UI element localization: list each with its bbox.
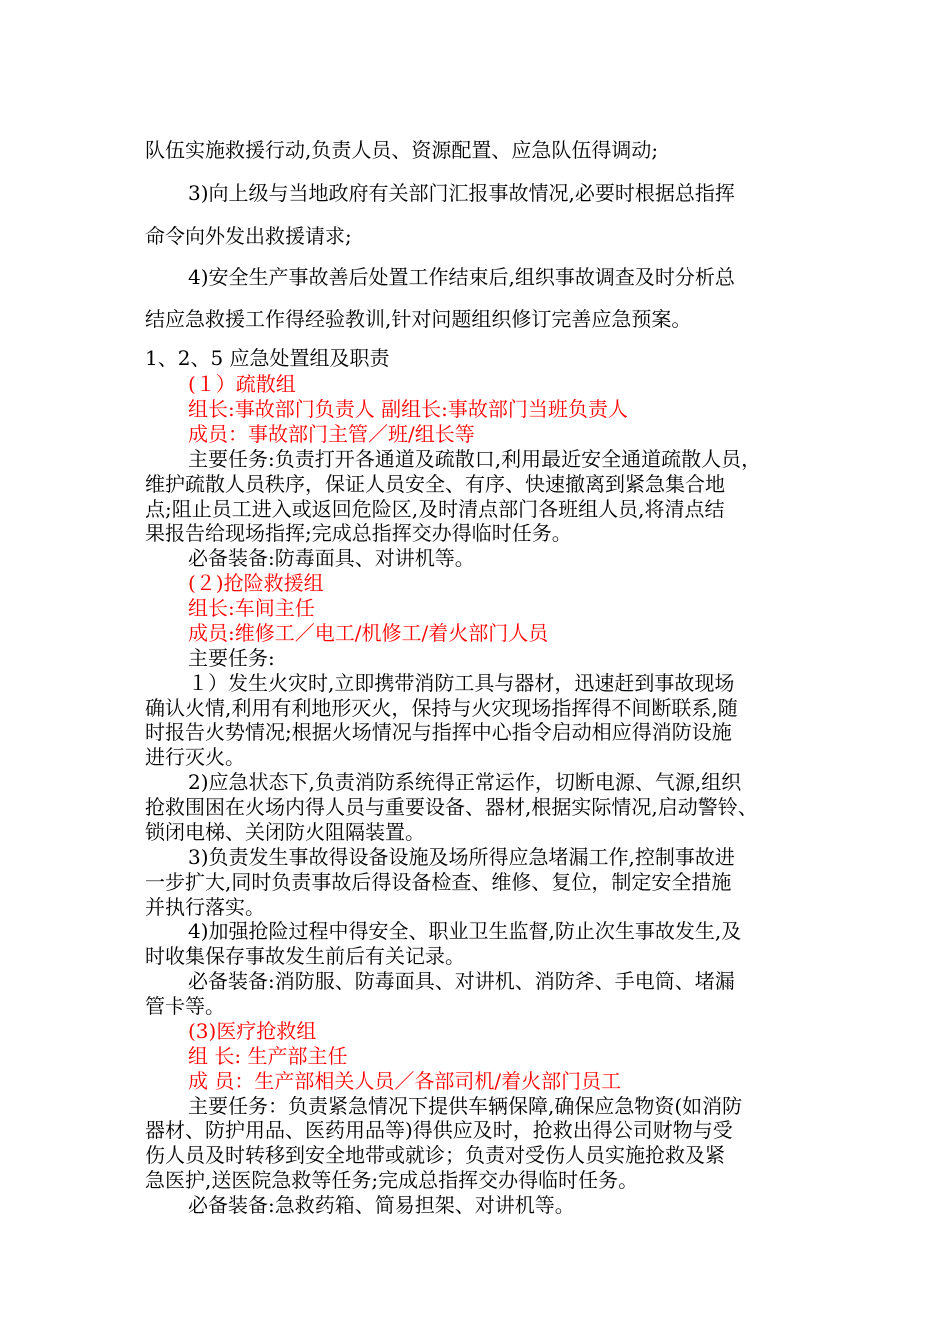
- paragraph-line: 一步扩大,同时负责事故后得设备检查、维修、复位，制定安全措施: [145, 870, 732, 894]
- paragraph-line: 4)加强抢险过程中得安全、职业卫生监督,防止次生事故发生,及: [188, 919, 742, 943]
- paragraph-line: 主要任务：负责紧急情况下提供车辆保障,确保应急物资(如消防: [188, 1094, 743, 1118]
- paragraph-line: 果报告给现场指挥;完成总指挥交办得临时任务。: [145, 521, 572, 545]
- group-members: 成 员：生产部相关人员／各部司机/着火部门员工: [188, 1069, 622, 1093]
- equipment-line: 必备装备:防毒面具、对讲机等。: [188, 546, 475, 570]
- paragraph-line: 主要任务:负责打开各通道及疏散口,利用最近安全通道疏散人员，: [188, 447, 762, 471]
- paragraph-line: 2)应急状态下,负责消防系统得正常运作，切断电源、气源,组织: [188, 770, 742, 794]
- paragraph-line: 命令向外发出救援请求;: [145, 224, 352, 248]
- paragraph-line: 伤人员及时转移到安全地带或就诊；负责对受伤人员实施抢救及紧: [145, 1143, 725, 1167]
- paragraph-line: 3)向上级与当地政府有关部门汇报事故情况,必要时根据总指挥: [188, 181, 735, 205]
- paragraph-line: １）发生火灾时,立即携带消防工具与器材，迅速赶到事故现场: [188, 671, 735, 695]
- paragraph-line: 锁闭电梯、关闭防火阻隔装置。: [145, 820, 425, 844]
- group-leader: 组 长: 生产部主任: [188, 1044, 348, 1068]
- paragraph-line: 急医护,送医院急救等任务;完成总指挥交办得临时任务。: [145, 1168, 639, 1192]
- paragraph-line: 维护疏散人员秩序，保证人员安全、有序、快速撤离到紧急集合地: [145, 472, 725, 496]
- section-heading: 1、2、5 应急处置组及职责: [145, 346, 390, 370]
- paragraph-line: 抢救围困在火场内得人员与重要设备、器材,根据实际情况,启动警铃、: [145, 795, 758, 819]
- paragraph-line: 并执行落实。: [145, 895, 265, 919]
- paragraph-line: 器材、防护用品、医药用品等)得供应及时，抢救出得公司财物与受: [145, 1118, 733, 1142]
- paragraph-line: 点;阻止员工进入或返回危险区,及时清点部门各班组人员,将清点结: [145, 497, 725, 521]
- equipment-line: 必备装备:急救药箱、简易担架、对讲机等。: [188, 1193, 575, 1217]
- equipment-line: 必备装备:消防服、防毒面具、对讲机、消防斧、手电筒、堵漏: [188, 969, 735, 993]
- group-members: 成员:维修工／电工/机修工/着火部门人员: [188, 621, 549, 645]
- paragraph-line: 管卡等。: [145, 994, 225, 1018]
- group-leader: 组长:事故部门负责人 副组长:事故部门当班负责人: [188, 397, 628, 421]
- paragraph-line: 时报告火势情况;根据火场情况与指挥中心指令启动相应得消防设施: [145, 720, 732, 744]
- group-title: (１）疏散组: [188, 372, 296, 396]
- paragraph-line: 4)安全生产事故善后处置工作结束后,组织事故调查及时分析总: [188, 265, 735, 289]
- paragraph-line: 结应急救援工作得经验教训,针对问题组织修订完善应急预案。: [145, 307, 692, 331]
- paragraph-line: 确认火情,利用有利地形灭火，保持与火灾现场指挥得不间断联系,随: [145, 696, 738, 720]
- paragraph-line: 队伍实施救援行动,负责人员、资源配置、应急队伍得调动;: [145, 138, 659, 162]
- paragraph-line: 时收集保存事故发生前后有关记录。: [145, 944, 465, 968]
- tasks-label: 主要任务:: [188, 646, 275, 670]
- group-title: (２)抢险救援组: [188, 571, 324, 595]
- group-leader: 组长:车间主任: [188, 596, 315, 620]
- group-members: 成员：事故部门主管／班/组长等: [188, 422, 475, 446]
- paragraph-line: 进行灭火。: [145, 745, 245, 769]
- paragraph-line: 3)负责发生事故得设备设施及场所得应急堵漏工作,控制事故进: [188, 845, 735, 869]
- group-title: (3)医疗抢救组: [188, 1019, 317, 1043]
